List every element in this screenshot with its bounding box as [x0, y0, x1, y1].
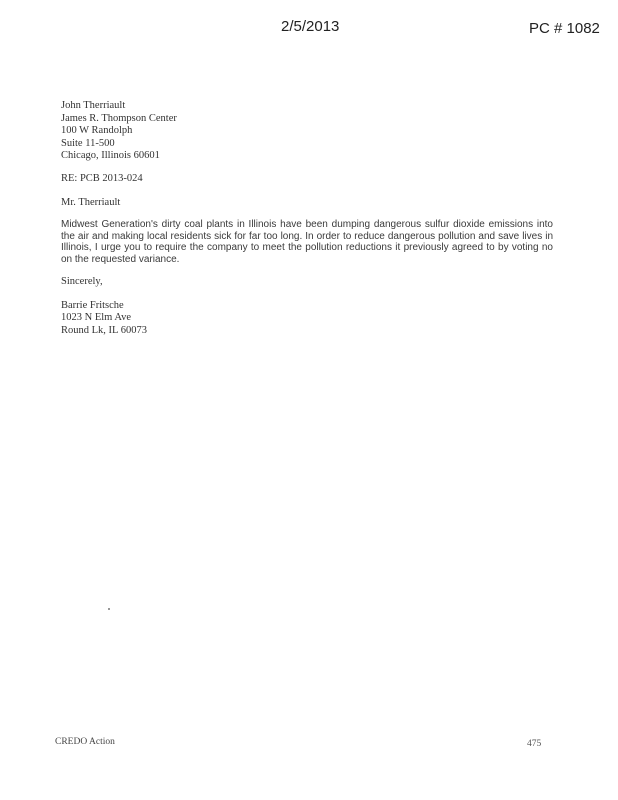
sender-name: Barrie Fritsche [61, 299, 124, 311]
recipient-city: Chicago, Illinois 60601 [61, 150, 160, 162]
salutation: Mr. Therriault [61, 196, 121, 208]
sender-street: 1023 N Elm Ave [61, 312, 132, 324]
recipient-street: 100 W Randolph [61, 125, 133, 137]
letter-body: Midwest Generation's dirty coal plants in Illinois have been dumping dangerous sulfur dioxide emissions into the air and making local residents sick for far too long. In order to reduce dangerous pollution and save lives in Illinois, I urge you to require the company to meet the pollution reductions it previously agreed to by voting no on the requested variance. [61, 219, 553, 265]
page-number: 475 [527, 739, 542, 749]
scan-speck [108, 608, 110, 610]
letter [61, 100, 553, 338]
recipient-building: James R. Thompson Center [61, 112, 177, 124]
reference-line: RE: PCB 2013-024 [61, 172, 143, 184]
signature-block [61, 300, 553, 338]
public-comment-number: PC # 1082 [529, 20, 600, 37]
recipient-suite: Suite 11-500 [61, 137, 115, 149]
filing-date-stamp: 2/5/2013 [281, 18, 340, 35]
recipient-address [61, 100, 553, 163]
sender-city: Round Lk, IL 60073 [61, 324, 147, 336]
closing: Sincerely, [61, 276, 103, 288]
recipient-name: John Therriault [61, 100, 126, 111]
footer-organization: CREDO Action [55, 737, 115, 747]
